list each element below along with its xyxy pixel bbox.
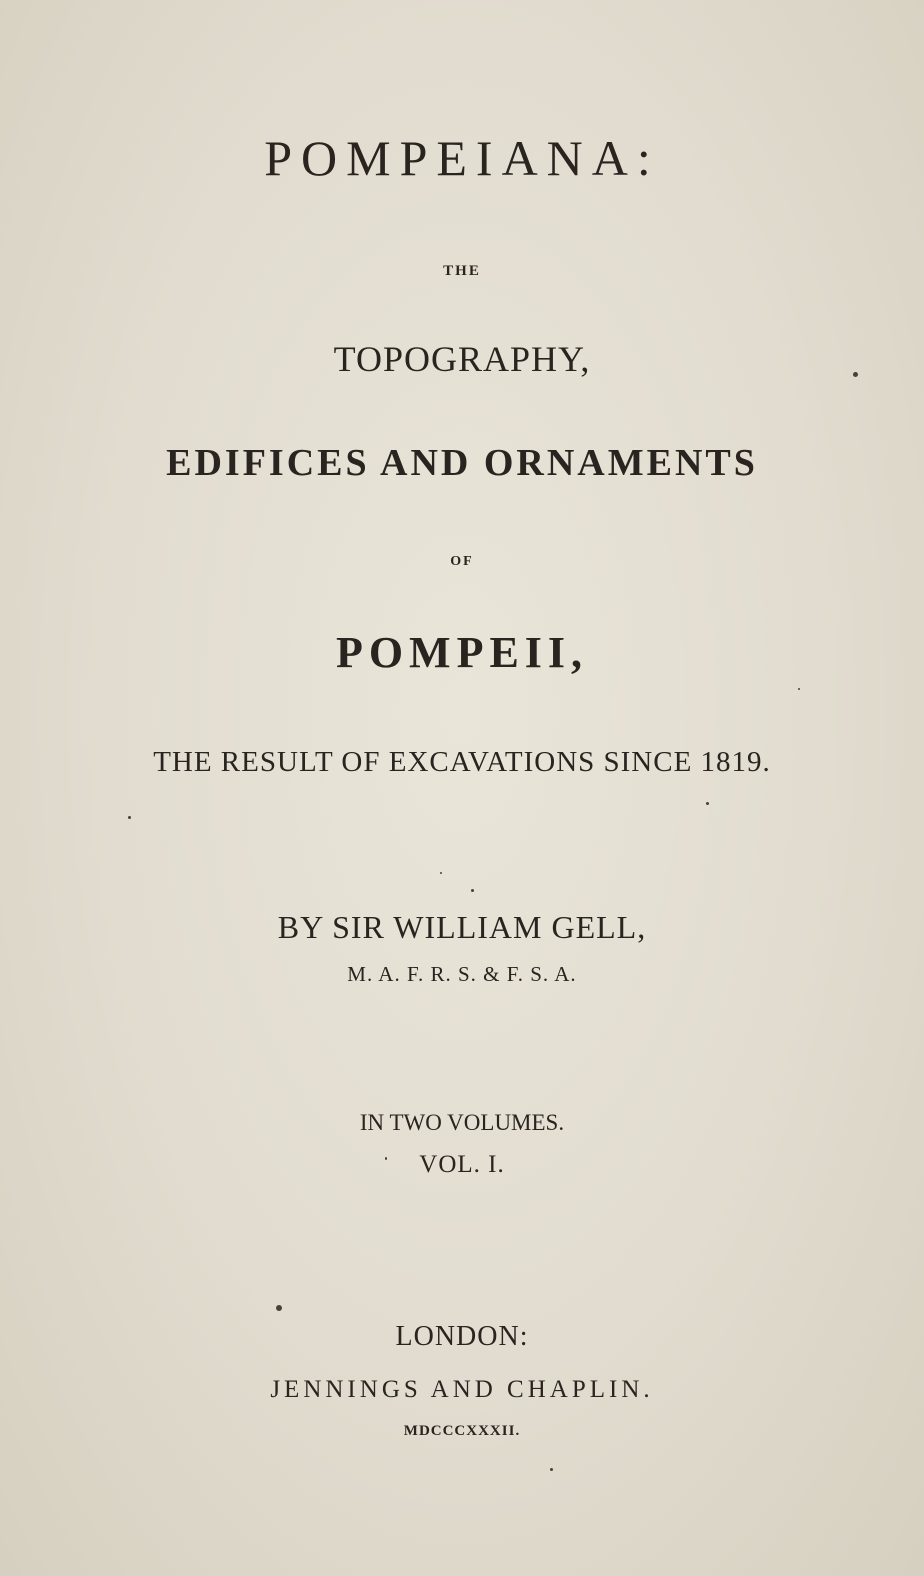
main-title: POMPEIANA:: [264, 130, 660, 186]
subtitle-result: THE RESULT OF EXCAVATIONS SINCE 1819.: [153, 746, 771, 778]
paper-speck: [853, 372, 858, 377]
subtitle-the: THE: [443, 263, 481, 279]
author-degrees: M. A. F. R. S. & F. S. A.: [347, 962, 577, 986]
imprint-publisher: JENNINGS AND CHAPLIN.: [270, 1376, 654, 1403]
paper-speck: [440, 872, 442, 874]
paper-speck: [385, 1157, 387, 1160]
imprint-city: LONDON:: [395, 1321, 529, 1352]
paper-speck: [471, 889, 474, 892]
paper-speck: [550, 1468, 553, 1471]
subtitle-pompeii: POMPEII,: [335, 628, 589, 677]
paper-speck: [706, 802, 709, 805]
paper-speck: [128, 816, 131, 819]
paper-speck: [276, 1305, 282, 1311]
subtitle-topography: TOPOGRAPHY,: [333, 339, 591, 379]
imprint-year: MDCCCXXXII.: [403, 1423, 521, 1439]
volume-number: VOL. I.: [419, 1151, 505, 1178]
volume-count: IN TWO VOLUMES.: [359, 1110, 565, 1135]
paper-speck: [798, 688, 800, 690]
subtitle-of: OF: [450, 554, 474, 569]
author-line: BY SIR WILLIAM GELL,: [277, 909, 647, 945]
subtitle-edifices: EDIFICES AND ORNAMENTS: [166, 442, 758, 484]
